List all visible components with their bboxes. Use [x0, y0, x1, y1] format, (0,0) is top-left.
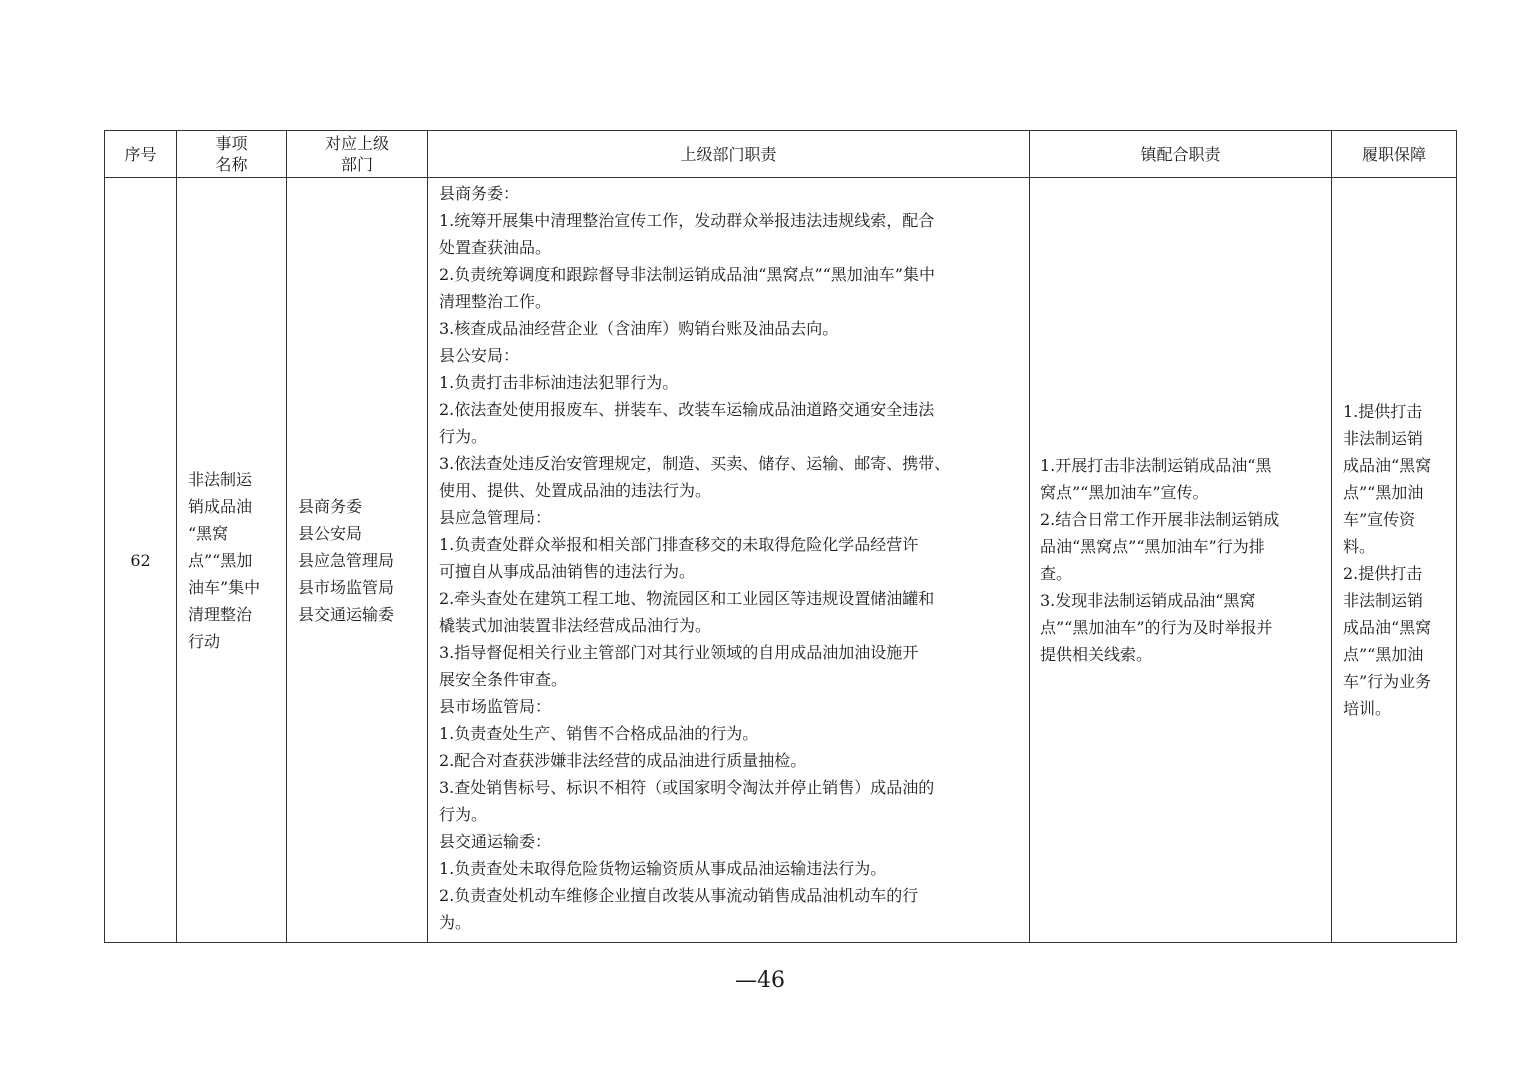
- header-guarantee: 履职保障: [1332, 131, 1457, 178]
- header-seq: 序号: [105, 131, 177, 178]
- cell-text-line: 提供相关线索。: [1040, 645, 1153, 664]
- cell-text-line: 1.负责查处群众举报和相关部门排查移交的未取得危险化学品经营许: [439, 535, 919, 554]
- cell-text-line: 橇装式加油装置非法经营成品油行为。: [439, 616, 712, 635]
- table-row: [105, 178, 1457, 943]
- cell-text-line: 使用、提供、处置成品油的违法行为。: [439, 481, 712, 500]
- header-dept: [287, 131, 428, 178]
- cell-text-line: 2.牵头查处在建筑工程工地、物流园区和工业园区等违规设置储油罐和: [439, 589, 935, 608]
- cell-text-line: 3.依法查处违反治安管理规定，制造、买卖、储存、运输、邮寄、携带、: [439, 454, 951, 473]
- cell-text-line: 县公安局：: [439, 346, 520, 365]
- row-departments: [287, 178, 428, 943]
- page-number: —46: [735, 968, 785, 993]
- cell-text-line: 可擅自从事成品油销售的违法行为。: [439, 562, 696, 581]
- cell-text-line: 窝点”“黑加油车”宣传。: [1040, 483, 1209, 502]
- cell-text-line: 非法制运销: [1343, 591, 1424, 610]
- cell-text-line: 县应急管理局: [298, 550, 395, 570]
- duty-table: [104, 130, 1457, 943]
- cell-text-line: 培训。: [1343, 699, 1392, 718]
- cell-text-line: 3.查处销售标号、标识不相符（或国家明令淘汰并停止销售）成品油的: [439, 778, 935, 797]
- cell-text-line: 1.统筹开展集中清理整治宣传工作，发动群众举报违法违规线索，配合: [439, 211, 935, 230]
- cell-text-line: 县商务委: [298, 496, 363, 516]
- cell-text-line: 点”“黑加油车”的行为及时举报并: [1040, 618, 1273, 637]
- cell-text-line: 县商务委：: [439, 184, 520, 203]
- cell-text-line: 清理整治工作。: [439, 292, 552, 311]
- cell-text-line: 县公安局: [298, 523, 363, 543]
- cell-text-line: 成品油“黑窝: [1343, 456, 1432, 475]
- row-town-duties: [1030, 178, 1332, 943]
- cell-text-line: 3.发现非法制运销成品油“黑窝: [1040, 591, 1256, 610]
- cell-text-line: 2.提供打击: [1343, 564, 1423, 583]
- cell-text-line: 油车”集中: [188, 577, 261, 597]
- cell-text-line: 点”“黑加油: [1343, 483, 1424, 502]
- cell-text-line: 1.开展打击非法制运销成品油“黑: [1040, 456, 1272, 475]
- cell-text-line: 行动: [188, 631, 221, 651]
- row-upper-duties: [428, 178, 1030, 943]
- cell-text-line: 非法制运: [188, 469, 253, 489]
- cell-text-line: 县市场监管局：: [439, 697, 552, 716]
- cell-text-line: 县应急管理局：: [439, 508, 552, 527]
- cell-text-line: 展安全条件审查。: [439, 670, 568, 689]
- cell-text-line: 县交通运输委: [298, 604, 395, 624]
- cell-text-line: 2.结合日常工作开展非法制运销成: [1040, 510, 1280, 529]
- cell-text-line: 县交通运输委：: [439, 832, 552, 851]
- cell-text-line: 点”“黑加: [188, 550, 253, 570]
- row-item-name: [177, 178, 287, 943]
- header-name-line: 名称: [215, 155, 248, 174]
- cell-text-line: 1.负责查处生产、销售不合格成品油的行为。: [439, 724, 759, 743]
- cell-text-line: “黑窝: [188, 523, 229, 543]
- cell-text-line: 3.核查成品油经营企业（含油库）购销台账及油品去向。: [439, 319, 839, 338]
- header-upper-duty: 上级部门职责: [428, 131, 1030, 178]
- cell-text-line: 车”宣传资: [1343, 510, 1416, 529]
- cell-text-line: 3.指导督促相关行业主管部门对其行业领域的自用成品油加油设施开: [439, 643, 919, 662]
- cell-text-line: 点”“黑加油: [1343, 645, 1424, 664]
- cell-text-line: 清理整治: [188, 604, 253, 624]
- cell-text-line: 行为。: [439, 805, 488, 824]
- cell-text-line: 品油“黑窝点”“黑加油车”行为排: [1040, 537, 1265, 556]
- cell-text-line: 非法制运销: [1343, 429, 1424, 448]
- cell-text-line: 为。: [439, 913, 472, 932]
- cell-text-line: 1.负责打击非标油违法犯罪行为。: [439, 373, 679, 392]
- row-guarantees: [1332, 178, 1457, 943]
- header-row: [105, 131, 1457, 178]
- cell-text-line: 2.负责查处机动车维修企业擅自改装从事流动销售成品油机动车的行: [439, 886, 919, 905]
- cell-text-line: 县市场监管局: [298, 577, 395, 597]
- cell-text-line: 销成品油: [188, 496, 253, 516]
- cell-text-line: 处置查获油品。: [439, 238, 552, 257]
- header-name: [177, 131, 287, 178]
- cell-text-line: 查。: [1040, 564, 1073, 583]
- cell-text-line: 车”行为业务: [1343, 672, 1432, 691]
- cell-text-line: 2.依法查处使用报废车、拼装车、改装车运输成品油道路交通安全违法: [439, 400, 935, 419]
- header-dept-line: 对应上级: [324, 134, 389, 153]
- row-seq: 62: [105, 178, 177, 943]
- header-town-duty: 镇配合职责: [1030, 131, 1332, 178]
- cell-text-line: 1.负责查处未取得危险货物运输资质从事成品油运输违法行为。: [439, 859, 887, 878]
- cell-text-line: 料。: [1343, 537, 1376, 556]
- cell-text-line: 2.配合对查获涉嫌非法经营的成品油进行质量抽检。: [439, 751, 807, 770]
- cell-text-line: 2.负责统筹调度和跟踪督导非法制运销成品油“黑窝点”“黑加油车”集中: [439, 265, 935, 284]
- cell-text-line: 成品油“黑窝: [1343, 618, 1432, 637]
- cell-text-line: 1.提供打击: [1343, 402, 1423, 421]
- header-dept-line: 部门: [340, 155, 373, 174]
- cell-text-line: 行为。: [439, 427, 488, 446]
- header-name-line: 事项: [215, 134, 248, 153]
